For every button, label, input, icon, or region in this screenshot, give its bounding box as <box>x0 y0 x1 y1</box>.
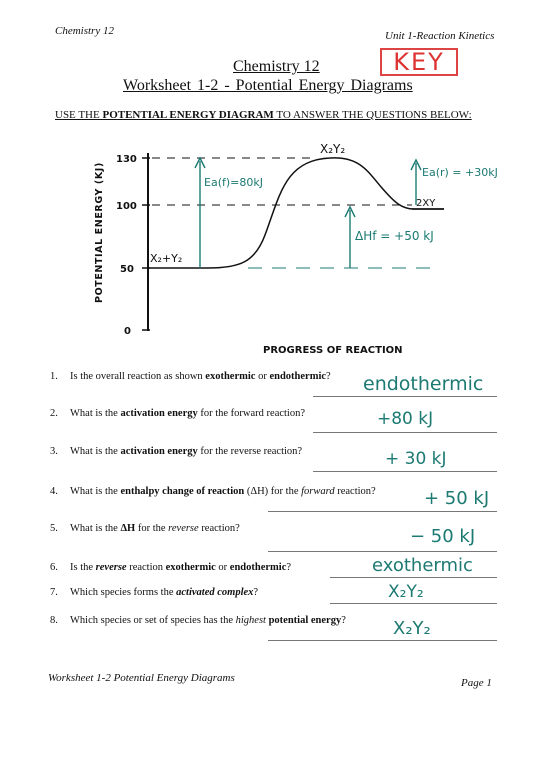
question-1 <box>50 371 331 382</box>
answer-line-7 <box>330 603 497 604</box>
question-text-part: ? <box>253 587 259 598</box>
question-text-part: potential energy <box>265 615 342 626</box>
question-text-part: exothermic <box>205 371 256 382</box>
answer-7: X₂Y₂ <box>388 582 424 602</box>
ea-forward-label: Ea(f)=80kJ <box>204 176 263 189</box>
question-number: 3. <box>50 446 58 457</box>
question-text-part: for the reverse reaction? <box>197 446 303 457</box>
tick-label-0: 0 <box>124 326 131 337</box>
answer-line-6 <box>330 577 497 578</box>
question-text-part: forward <box>301 486 335 497</box>
question-text-part: exothermic <box>165 562 216 573</box>
question-text-part: Which species or set of species has the <box>70 615 236 626</box>
question-6 <box>50 562 291 573</box>
header-course: Chemistry 12 <box>55 25 114 37</box>
question-text-part: What is the <box>70 408 121 419</box>
question-text-part: enthalpy change of reaction <box>120 486 245 497</box>
question-7 <box>50 587 258 598</box>
question-text-part: (ΔH) for the <box>244 486 302 497</box>
tick-label-100: 100 <box>116 201 137 212</box>
activated-complex-label: X₂Y₂ <box>320 142 346 156</box>
potential-energy-diagram <box>0 0 550 360</box>
question-number: 4. <box>50 486 58 497</box>
question-4 <box>50 486 376 497</box>
answer-4: + 50 kJ <box>424 488 490 509</box>
question-text-part: Is the <box>70 562 96 573</box>
page-number: Page 1 <box>461 677 492 689</box>
question-number: 2. <box>50 408 58 419</box>
page-title: Chemistry 12 <box>233 58 320 75</box>
question-3 <box>50 446 302 457</box>
question-number: 6. <box>50 562 58 573</box>
y-axis-label: POTENTIAL ENERGY (KJ) <box>94 162 105 303</box>
answer-line-1 <box>313 396 497 397</box>
question-text-part: or <box>215 562 230 573</box>
question-text-part: What is the <box>70 486 121 497</box>
ea-reverse-label: Ea(r) = +30kJ <box>422 166 498 179</box>
question-2 <box>50 408 305 419</box>
answer-line-3 <box>313 471 497 472</box>
tick-label-130: 130 <box>116 154 137 165</box>
question-number: 7. <box>50 587 58 598</box>
question-text-part: reaction? <box>198 523 240 534</box>
worksheet-title: Worksheet 1-2 - Potential Energy Diagrams <box>123 77 413 94</box>
question-text-part: or <box>255 371 270 382</box>
question-text-part: ? <box>326 371 331 382</box>
answer-line-4 <box>268 511 497 512</box>
question-text-part: highest <box>235 615 266 626</box>
reactants-label: X₂+Y₂ <box>150 252 183 265</box>
question-8 <box>50 615 346 626</box>
question-text-part: What is the <box>70 446 121 457</box>
question-text-part: reverse <box>95 562 127 573</box>
question-text-part: ? <box>286 562 292 573</box>
answer-1: endothermic <box>363 373 484 395</box>
question-text-part: reverse <box>168 523 199 534</box>
question-text-part: ΔH <box>120 523 136 534</box>
products-label: 2XY <box>416 198 436 209</box>
question-number: 5. <box>50 523 58 534</box>
question-text-part: reaction? <box>334 486 376 497</box>
answer-3: + 30 kJ <box>385 449 447 469</box>
answer-line-2 <box>313 432 497 433</box>
question-text-part: for the <box>135 523 169 534</box>
header-unit: Unit 1-Reaction Kinetics <box>385 30 495 42</box>
answer-5: − 50 kJ <box>410 526 476 547</box>
key-stamp: KEY <box>380 48 458 76</box>
tick-label-50: 50 <box>120 264 134 275</box>
question-text-part: activation energy <box>120 446 198 457</box>
answer-8: X₂Y₂ <box>393 618 431 639</box>
answer-6: exothermic <box>372 555 473 576</box>
question-text-part: ? <box>341 615 346 626</box>
question-text-part: activated complex <box>176 587 254 598</box>
footer-title: Worksheet 1-2 Potential Energy Diagrams <box>48 672 235 684</box>
instructions: USE THE POTENTIAL ENERGY DIAGRAM TO ANSWER THE QUESTIONS BELOW: <box>55 109 472 121</box>
question-text-part: What is the <box>70 523 121 534</box>
delta-h-label: ΔHf = +50 kJ <box>355 229 434 243</box>
energy-curve <box>148 158 444 268</box>
answer-line-5 <box>268 551 497 552</box>
question-text-part: activation energy <box>120 408 198 419</box>
answer-line-8 <box>268 640 497 641</box>
answer-2: +80 kJ <box>377 409 434 429</box>
question-text-part: endothermic <box>269 371 327 382</box>
question-text-part: for the forward reaction? <box>197 408 306 419</box>
question-text-part: Which species forms the <box>70 587 177 598</box>
x-axis-label: PROGRESS OF REACTION <box>263 345 403 356</box>
question-5 <box>50 523 240 534</box>
question-text-part: endothermic <box>229 562 287 573</box>
question-number: 8. <box>50 615 58 626</box>
question-text-part: reaction <box>126 562 166 573</box>
question-number: 1. <box>50 371 58 382</box>
question-text-part: Is the overall reaction as shown <box>70 371 206 382</box>
